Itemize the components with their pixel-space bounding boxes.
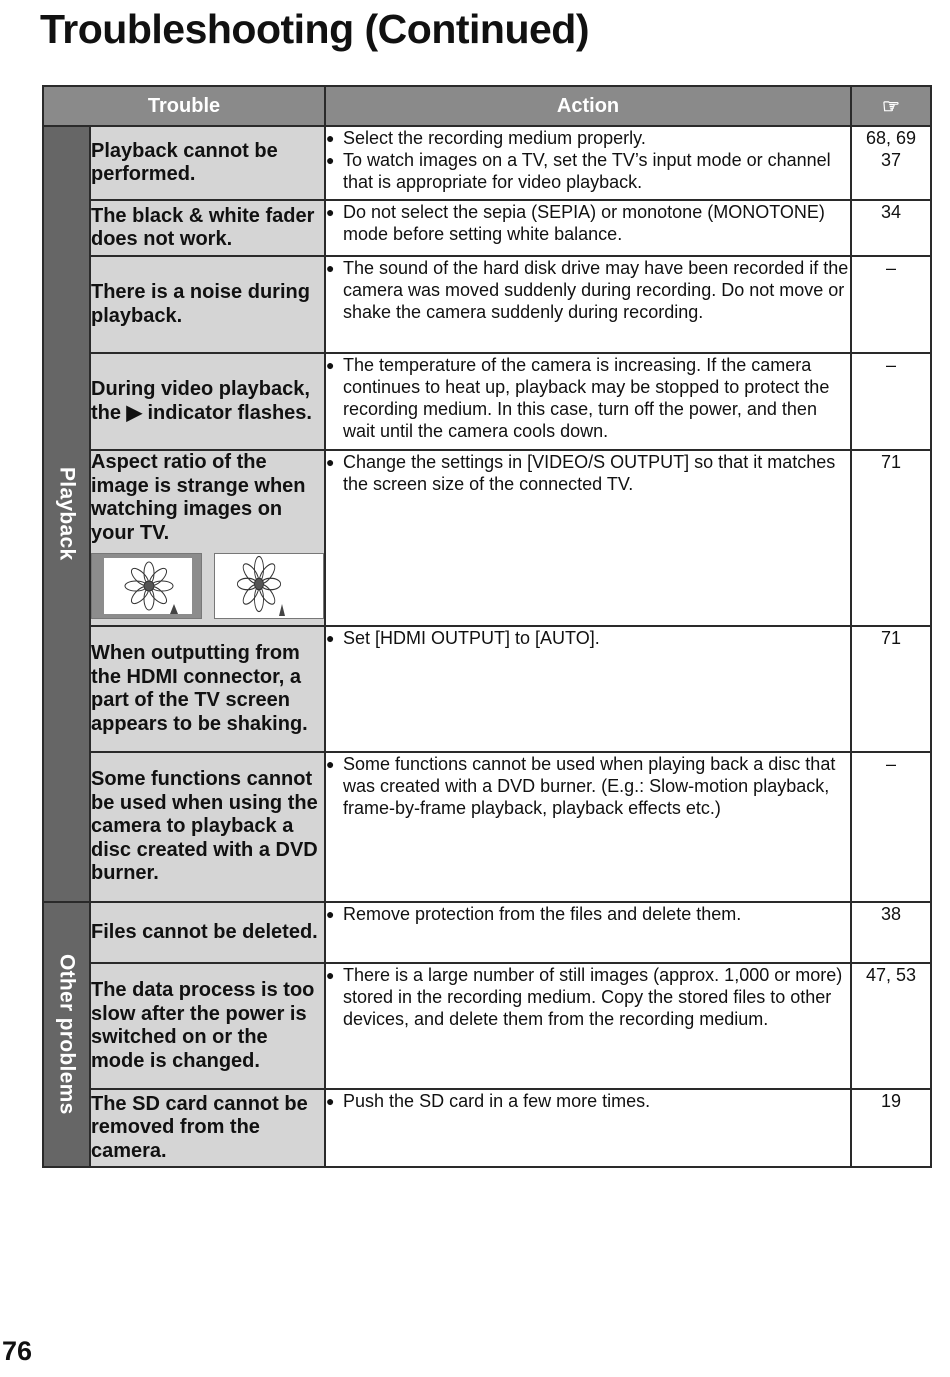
- trouble-cell: The SD card cannot be removed from the camera.: [90, 1089, 325, 1167]
- action-cell: [325, 752, 851, 902]
- reference-pages: –: [886, 355, 897, 375]
- reference-page-icon: ☞: [851, 86, 931, 126]
- table-row: [43, 963, 931, 1089]
- reference-pages: 68, 69: [865, 128, 917, 148]
- reference-cell: [851, 626, 931, 752]
- action-item: ● The temperature of the camera is increasing. If the camera continues to heat up, playback may be stopped to protect the recording medium. In this case, turn off the power, and then wait until the camera cools down.: [326, 354, 850, 442]
- table-row: [43, 353, 931, 450]
- trouble-cell: There is a noise during playback.: [90, 256, 325, 353]
- page-title: Troubleshooting (Continued): [40, 6, 590, 52]
- stretched-image-thumbnail: [214, 553, 325, 619]
- reference-cell: [851, 450, 931, 626]
- table-header-row: [43, 86, 931, 126]
- reference-pages: 34: [881, 202, 902, 222]
- action-cell: [325, 902, 851, 963]
- action-item: ● To watch images on a TV, set the TV’s input mode or channel that is appropriate for video playback.: [326, 149, 850, 193]
- reference-pages: –: [886, 754, 897, 774]
- category-label: Playback: [55, 467, 79, 561]
- flower-icon: [215, 554, 325, 619]
- action-cell: [325, 1089, 851, 1167]
- action-item: ● There is a large number of still images (approx. 1,000 or more) stored in the recording medium. Copy the stored files to other devices, and delete them from the recording medium.: [326, 964, 850, 1030]
- table-row: [43, 256, 931, 353]
- reference-cell: [851, 902, 931, 963]
- page-number: 76: [2, 1336, 33, 1366]
- trouble-cell: During video playback, the ▶ indicator flashes.: [90, 353, 325, 450]
- action-item: ● The sound of the hard disk drive may have been recorded if the camera was moved suddenly during recording. Do not move or shake the camera suddenly during recording.: [326, 257, 850, 323]
- action-item: ● Push the SD card in a few more times.: [326, 1090, 850, 1112]
- reference-cell: [851, 353, 931, 450]
- trouble-header: Trouble: [43, 86, 325, 126]
- table-row: [43, 752, 931, 902]
- action-item: ● Remove protection from the files and delete them.: [326, 903, 850, 925]
- action-cell: [325, 626, 851, 752]
- table-row: [43, 902, 931, 963]
- table-row: [43, 126, 931, 200]
- reference-cell: [851, 126, 931, 200]
- table-row: [43, 200, 931, 256]
- table-row: [43, 450, 931, 626]
- action-item: ● Select the recording medium properly.: [326, 127, 850, 149]
- reference-cell: [851, 256, 931, 353]
- reference-pages: 19: [881, 1091, 902, 1111]
- table-row: [43, 626, 931, 752]
- action-item: ● Do not select the sepia (SEPIA) or monotone (MONOTONE) mode before setting white balance.: [326, 201, 850, 245]
- action-cell: [325, 126, 851, 200]
- category-other-problems: [43, 902, 90, 1167]
- trouble-text: Aspect ratio of the image is strange when watching images on your TV.: [91, 451, 306, 544]
- reference-pages: –: [886, 258, 897, 278]
- table-row: [43, 1089, 931, 1167]
- trouble-cell: The black & white fader does not work.: [90, 200, 325, 256]
- action-item: ● Some functions cannot be used when playing back a disc that was created with a DVD burner. (E.g.: Slow-motion playback, frame-by-frame playback, playback effects etc.): [326, 753, 850, 819]
- reference-cell: [851, 200, 931, 256]
- action-item: ● Change the settings in [VIDEO/S OUTPUT] so that it matches the screen size of the connected TV.: [326, 451, 850, 495]
- trouble-cell: Some functions cannot be used when using the camera to playback a disc created with a DVD burner.: [90, 752, 325, 902]
- troubleshooting-table: [42, 85, 932, 1168]
- flower-icon: [92, 554, 202, 619]
- reference-pages: 37: [881, 150, 902, 170]
- reference-cell: [851, 752, 931, 902]
- reference-cell: [851, 1089, 931, 1167]
- trouble-cell: Files cannot be deleted.: [90, 902, 325, 963]
- reference-pages: 47, 53: [865, 965, 917, 985]
- action-cell: [325, 353, 851, 450]
- reference-cell: [851, 963, 931, 1089]
- category-playback: [43, 126, 90, 902]
- category-label: Other problems: [55, 954, 79, 1115]
- action-cell: [325, 200, 851, 256]
- trouble-cell: [90, 450, 325, 626]
- trouble-cell: The data process is too slow after the power is switched on or the mode is changed.: [90, 963, 325, 1089]
- action-header: Action: [325, 86, 851, 126]
- reference-pages: 71: [881, 452, 902, 472]
- action-cell: [325, 963, 851, 1089]
- trouble-cell: When outputting from the HDMI connector, a part of the TV screen appears to be shaking.: [90, 626, 325, 752]
- action-item: ● Set [HDMI OUTPUT] to [AUTO].: [326, 627, 850, 649]
- letterboxed-image-thumbnail: [91, 553, 202, 619]
- reference-pages: 71: [881, 628, 902, 648]
- reference-pages: 38: [881, 904, 902, 924]
- trouble-cell: Playback cannot be performed.: [90, 126, 325, 200]
- action-cell: [325, 450, 851, 626]
- aspect-ratio-illustration: [91, 553, 324, 619]
- action-cell: [325, 256, 851, 353]
